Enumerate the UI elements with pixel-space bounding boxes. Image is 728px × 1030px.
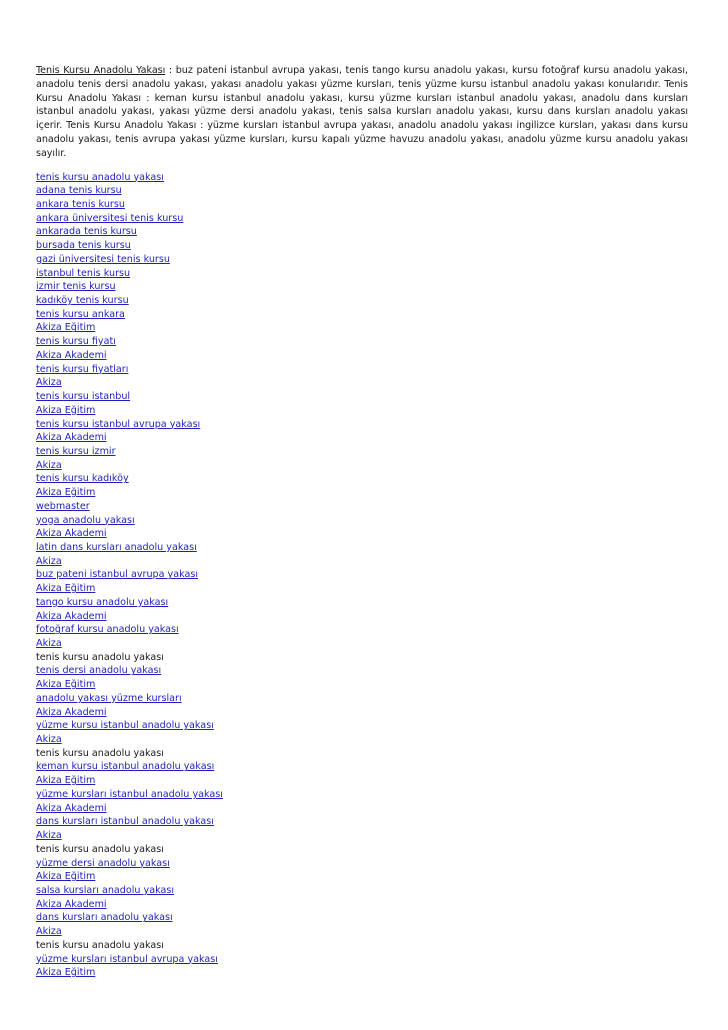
list-item bbox=[36, 637, 688, 651]
list-link[interactable]: Akiza Eğitim bbox=[36, 487, 96, 499]
list-item bbox=[36, 870, 688, 884]
list-link[interactable]: Akiza bbox=[36, 459, 62, 471]
list-link[interactable]: Akiza bbox=[36, 734, 62, 746]
list-link[interactable]: Akiza bbox=[36, 555, 62, 567]
list-link[interactable]: Akiza Eğitim bbox=[36, 775, 96, 787]
list-item bbox=[36, 623, 688, 637]
list-item bbox=[36, 390, 688, 404]
list-link[interactable]: tenis kursu fiyatı bbox=[36, 336, 116, 348]
list-text: tenis kursu anadolu yakası bbox=[36, 651, 164, 663]
list-item bbox=[36, 843, 688, 857]
list-link[interactable]: ankara tenis kursu bbox=[36, 199, 125, 211]
list-item bbox=[36, 486, 688, 500]
list-link[interactable]: izmir tenis kursu bbox=[36, 281, 116, 293]
list-link[interactable]: adana tenis kursu bbox=[36, 185, 122, 197]
list-item bbox=[36, 225, 688, 239]
list-item bbox=[36, 706, 688, 720]
list-text: tenis kursu anadolu yakası bbox=[36, 843, 164, 855]
list-item bbox=[36, 171, 688, 185]
list-link[interactable]: Akiza bbox=[36, 638, 62, 650]
list-link[interactable]: Akiza Akademi bbox=[36, 528, 107, 540]
list-link[interactable]: Akiza Akademi bbox=[36, 349, 107, 361]
list-link[interactable]: ankara üniversitesi tenis kursu bbox=[36, 212, 184, 224]
list-item bbox=[36, 747, 688, 761]
list-link[interactable]: Akiza Akademi bbox=[36, 610, 107, 622]
document-page bbox=[36, 64, 688, 990]
link-list bbox=[36, 171, 688, 980]
list-item bbox=[36, 541, 688, 555]
list-link[interactable]: fotoğraf kursu anadolu yakası bbox=[36, 624, 179, 636]
list-item bbox=[36, 802, 688, 816]
list-item bbox=[36, 857, 688, 871]
list-link[interactable]: tenis kursu istanbul avrupa yakası bbox=[36, 418, 201, 430]
list-item bbox=[36, 212, 688, 226]
list-item bbox=[36, 788, 688, 802]
list-link[interactable]: gazi üniversitesi tenis kursu bbox=[36, 253, 170, 265]
list-link[interactable]: kadıköy tenis kursu bbox=[36, 295, 129, 307]
list-item bbox=[36, 239, 688, 253]
list-item bbox=[36, 678, 688, 692]
list-link[interactable]: Akiza Eğitim bbox=[36, 871, 96, 883]
list-item bbox=[36, 335, 688, 349]
list-item bbox=[36, 815, 688, 829]
list-item bbox=[36, 514, 688, 528]
list-link[interactable]: Akiza Akademi bbox=[36, 898, 107, 910]
list-item bbox=[36, 596, 688, 610]
list-link[interactable]: Akiza Eğitim bbox=[36, 322, 96, 334]
list-item bbox=[36, 349, 688, 363]
list-item bbox=[36, 363, 688, 377]
list-item bbox=[36, 459, 688, 473]
list-link[interactable]: dans kursları istanbul anadolu yakası bbox=[36, 816, 214, 828]
list-link[interactable]: istanbul tenis kursu bbox=[36, 267, 131, 279]
list-link[interactable]: Akiza Akademi bbox=[36, 802, 107, 814]
list-item bbox=[36, 472, 688, 486]
list-item bbox=[36, 829, 688, 843]
list-item bbox=[36, 555, 688, 569]
list-link[interactable]: yüzme kursu istanbul anadolu yakası bbox=[36, 720, 214, 732]
list-item bbox=[36, 253, 688, 267]
list-link[interactable]: salsa kursları anadolu yakası bbox=[36, 884, 175, 896]
list-link[interactable]: Akiza Akademi bbox=[36, 432, 107, 444]
list-item bbox=[36, 308, 688, 322]
list-item bbox=[36, 445, 688, 459]
list-link[interactable]: dans kursları anadolu yakası bbox=[36, 912, 173, 924]
list-item bbox=[36, 404, 688, 418]
list-link[interactable]: yüzme dersi anadolu yakası bbox=[36, 857, 170, 869]
list-link[interactable]: tenis kursu ankara bbox=[36, 308, 125, 320]
list-item bbox=[36, 692, 688, 706]
list-link[interactable]: tango kursu anadolu yakası bbox=[36, 596, 169, 608]
list-item bbox=[36, 939, 688, 953]
list-link[interactable]: tenis kursu izmir bbox=[36, 445, 116, 457]
list-item bbox=[36, 527, 688, 541]
list-link[interactable]: tenis kursu istanbul bbox=[36, 391, 131, 403]
list-text: tenis kursu anadolu yakası bbox=[36, 939, 164, 951]
list-link[interactable]: Akiza Eğitim bbox=[36, 404, 96, 416]
list-item bbox=[36, 884, 688, 898]
list-item bbox=[36, 568, 688, 582]
list-link[interactable]: yoga anadolu yakası bbox=[36, 514, 135, 526]
list-item bbox=[36, 582, 688, 596]
list-item bbox=[36, 760, 688, 774]
list-link[interactable]: webmaster bbox=[36, 500, 90, 512]
list-item bbox=[36, 280, 688, 294]
list-link[interactable]: Akiza bbox=[36, 830, 62, 842]
intro-text: : buz pateni istanbul avrupa yakası, tenis tango kursu anadolu yakası, kursu fotoğraf kursu anadolu yakası, anadolu tenis dersi anadolu yakası, yakası anadolu yakası yüzme kursları, tenis yüzme kursu istanbul anadolu yakası konularıdır. Tenis Kursu Anadolu Yakası : keman kursu istanbul anadolu yakası, kursu yüzme kursları istanbul anadolu yakası, anadolu dans kursları istanbul anadolu yakası, yakası yüzme dersi anadolu yakası, tenis salsa kursları anadolu yakası, kursu dans kursları anadolu yakası içerir. Tenis Kursu Anadolu Yakası : yüzme kursları istanbul avrupa yakası, anadolu anadolu yakası ingilizce kursları, yakası dans kursu anadolu yakası, tenis avrupa yakası yüzme kursları, kursu kapalı yüzme havuzu anadolu yakası, anadolu yüzme kursu anadolu yakası sayılır. bbox=[36, 65, 688, 159]
list-item bbox=[36, 431, 688, 445]
list-item bbox=[36, 925, 688, 939]
list-item bbox=[36, 376, 688, 390]
list-link[interactable]: anadolu yakası yüzme kursları bbox=[36, 692, 182, 704]
list-link[interactable]: Akiza bbox=[36, 926, 62, 938]
list-link[interactable]: Akiza bbox=[36, 377, 62, 389]
list-link[interactable]: Akiza Eğitim bbox=[36, 967, 96, 979]
intro-title-link[interactable]: Tenis Kursu Anadolu Yakası bbox=[36, 65, 166, 76]
list-link[interactable]: Akiza Akademi bbox=[36, 706, 107, 718]
list-link[interactable]: tenis dersi anadolu yakası bbox=[36, 665, 162, 677]
list-link[interactable]: keman kursu istanbul anadolu yakası bbox=[36, 761, 215, 773]
list-link[interactable]: buz pateni istanbul avrupa yakası bbox=[36, 569, 199, 581]
list-link[interactable]: Akiza Eğitim bbox=[36, 679, 96, 691]
list-item bbox=[36, 321, 688, 335]
list-link[interactable]: bursada tenis kursu bbox=[36, 240, 131, 252]
list-link[interactable]: tenis kursu fiyatları bbox=[36, 363, 129, 375]
list-item bbox=[36, 610, 688, 624]
intro-paragraph bbox=[36, 64, 688, 161]
list-item bbox=[36, 733, 688, 747]
list-text: tenis kursu anadolu yakası bbox=[36, 747, 164, 759]
list-link[interactable]: tenis kursu kadıköy bbox=[36, 473, 129, 485]
list-item bbox=[36, 267, 688, 281]
list-link[interactable]: latin dans kursları anadolu yakası bbox=[36, 541, 197, 553]
list-item bbox=[36, 651, 688, 665]
list-item bbox=[36, 500, 688, 514]
list-item bbox=[36, 418, 688, 432]
list-link[interactable]: ankarada tenis kursu bbox=[36, 226, 137, 238]
list-item bbox=[36, 719, 688, 733]
list-link[interactable]: yüzme kursları istanbul anadolu yakası bbox=[36, 788, 223, 800]
list-link[interactable]: yüzme kursları istanbul avrupa yakası bbox=[36, 953, 218, 965]
list-item bbox=[36, 774, 688, 788]
list-item bbox=[36, 953, 688, 967]
list-item bbox=[36, 184, 688, 198]
list-item bbox=[36, 898, 688, 912]
list-item bbox=[36, 911, 688, 925]
list-item bbox=[36, 294, 688, 308]
list-item bbox=[36, 966, 688, 980]
list-link[interactable]: tenis kursu anadolu yakası bbox=[36, 171, 164, 183]
list-item bbox=[36, 664, 688, 678]
list-item bbox=[36, 198, 688, 212]
list-link[interactable]: Akiza Eğitim bbox=[36, 583, 96, 595]
